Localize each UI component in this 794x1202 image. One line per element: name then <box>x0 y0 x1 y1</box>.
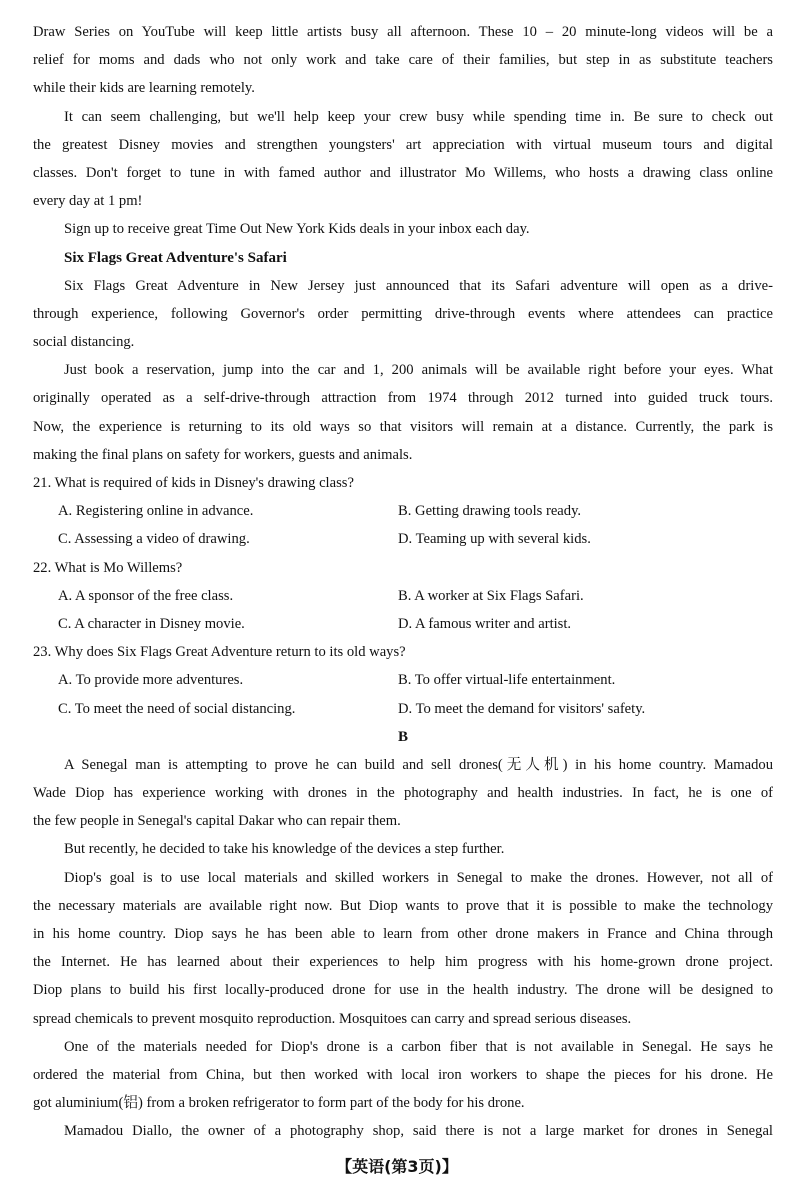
text-line: classes. Don't forget to tune in with famed author and illustrator Mo Willems, who hosts a drawing class online <box>33 164 773 181</box>
option-a: A. Registering online in advance. <box>58 503 254 520</box>
option-row <box>33 695 773 723</box>
option-row <box>33 525 773 553</box>
passage-a-paragraph <box>33 356 773 469</box>
passage-b-paragraph <box>33 1033 773 1118</box>
text-line: Sign up to receive great Time Out New York Kids deals in your inbox each day. <box>64 221 530 238</box>
option-row <box>33 497 773 525</box>
text-line: got aluminium(铝) from a broken refrigerator to form part of the body for his drone. <box>33 1095 525 1112</box>
text-line: But recently, he decided to take his knowledge of the devices a step further. <box>64 841 505 858</box>
text-line: the necessary materials are available right now. But Diop wants to prove that it is possible to make the technology <box>33 897 773 914</box>
question-stem: 21. What is required of kids in Disney's drawing class? <box>33 475 354 491</box>
question-23 <box>33 638 773 723</box>
option-b: B. Getting drawing tools ready. <box>398 503 582 520</box>
passage-a-paragraph <box>33 215 773 243</box>
text-line: every day at 1 pm! <box>33 193 143 210</box>
passage-b-paragraph <box>33 864 773 1033</box>
question-21 <box>33 469 773 554</box>
option-b: B. To offer virtual-life entertainment. <box>398 672 616 689</box>
option-row <box>33 582 773 610</box>
exam-page <box>33 18 773 1146</box>
text-line: relief for moms and dads who not only work and take care of their families, but step in as substitute teachers <box>33 52 773 69</box>
passage-a-paragraph <box>33 103 773 216</box>
option-a: A. A sponsor of the free class. <box>58 587 234 604</box>
text-line: through experience, following Governor's order permitting drive-through events where attendees can practice <box>33 305 773 322</box>
text-line: originally operated as a self-drive-through attraction from 1974 through 2012 turned into guided truck tours. <box>33 390 773 407</box>
option-a: A. To provide more adventures. <box>58 672 244 689</box>
passage-a-paragraph <box>33 272 773 357</box>
passage-a-paragraph <box>33 18 773 103</box>
option-c: C. Assessing a video of drawing. <box>58 531 250 548</box>
passage-b-paragraph <box>33 835 773 863</box>
passage-b-paragraph <box>33 1117 773 1145</box>
option-d: D. To meet the demand for visitors' safety. <box>398 700 646 717</box>
question-22 <box>33 554 773 639</box>
text-line: Mamadou Diallo, the owner of a photography shop, said there is not a large market for drones in Senegal <box>64 1123 773 1140</box>
text-line: ordered the material from China, but then worked with local iron workers to shape the pieces for his drone. He <box>33 1066 773 1083</box>
page-footer: 【英语(第3页)】 <box>336 1157 458 1176</box>
section-b-label: B <box>397 728 408 745</box>
option-row <box>33 666 773 694</box>
text-line: Wade Diop has experience working with drones in the photography and health industries. In fact, he is one of <box>33 785 773 802</box>
text-line: spread chemicals to prevent mosquito reproduction. Mosquitoes can carry and spread serious diseases. <box>33 1010 632 1027</box>
text-line: the few people in Senegal's capital Dakar who can repair them. <box>33 813 401 830</box>
text-line: the Internet. He has learned about their experiences to help him progress with his home-grown drone project. <box>33 954 773 971</box>
option-c: C. To meet the need of social distancing. <box>58 700 296 717</box>
option-b: B. A worker at Six Flags Safari. <box>398 587 584 604</box>
text-line: Six Flags Great Adventure in New Jersey just announced that its Safari adventure will open as a drive- <box>64 277 773 294</box>
passage-b-paragraph <box>33 751 773 836</box>
text-line: in his home country. Diop says he has been able to learn from other drone makers in France and China through <box>33 926 773 942</box>
text-line: the greatest Disney movies and strengthen youngsters' art appreciation with virtual museum tours and digital <box>33 136 773 153</box>
option-d: D. Teaming up with several kids. <box>398 531 591 548</box>
option-row <box>33 610 773 638</box>
text-line: One of the materials needed for Diop's drone is a carbon fiber that is not available in Senegal. He says he <box>64 1038 773 1055</box>
question-stem: 22. What is Mo Willems? <box>33 559 183 576</box>
text-line: while their kids are learning remotely. <box>33 80 255 97</box>
question-stem: 23. Why does Six Flags Great Adventure return to its old ways? <box>33 644 406 661</box>
text-line: It can seem challenging, but we'll help keep your crew busy while spending time in. Be sure to check out <box>64 108 773 125</box>
text-line: Now, the experience is returning to its old ways so that visitors will remain at a distance. Currently, the park is <box>33 418 773 435</box>
text-line: Draw Series on YouTube will keep little artists busy all afternoon. These 10 – 20 minute-long videos will be a <box>33 24 773 40</box>
section-heading: Six Flags Great Adventure's Safari <box>64 249 287 266</box>
text-line: A Senegal man is attempting to prove he can build and sell drones(无人机) in his home country. Mamadou <box>64 756 773 773</box>
option-c: C. A character in Disney movie. <box>58 615 245 632</box>
text-line: Just book a reservation, jump into the car and 1, 200 animals will be available right before your eyes. What <box>64 362 773 379</box>
text-line: Diop plans to build his first locally-produced drone for use in the health industry. The drone will be designed to <box>33 982 773 999</box>
text-line: making the final plans on safety for workers, guests and animals. <box>33 446 413 463</box>
text-line: Diop's goal is to use local materials and skilled workers in Senegal to make the drones. However, not all of <box>64 869 773 886</box>
text-line: social distancing. <box>33 334 135 351</box>
option-d: D. A famous writer and artist. <box>398 615 572 632</box>
